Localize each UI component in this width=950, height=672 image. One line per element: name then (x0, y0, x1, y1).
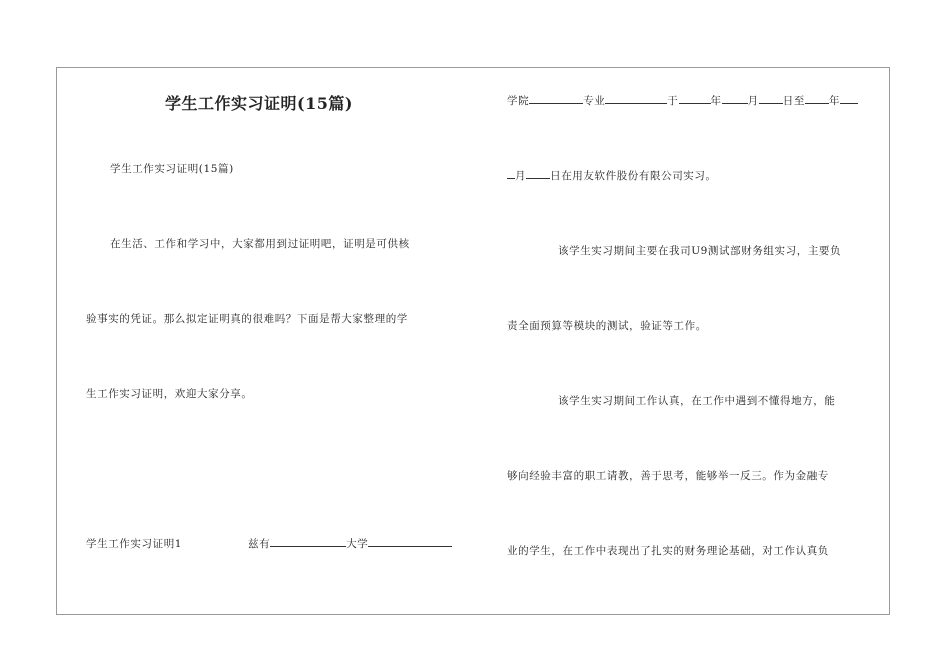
certify-text-a: 兹有 (248, 538, 271, 550)
text-day-to: 日至 (782, 95, 805, 107)
certify-text-b: 大学 (346, 538, 369, 550)
para1-line-1: 该学生实习期间主要在我司U9测试部财务组实习，主要负 (558, 245, 842, 257)
intro-line-2: 验事实的凭证。那么拟定证明真的很难吗？下面是帮大家整理的学 (86, 313, 408, 325)
text-college: 学院 (507, 95, 530, 107)
subtitle: 学生工作实习证明(15篇) (110, 163, 234, 175)
blank-field (605, 93, 667, 104)
blank-field (526, 168, 550, 179)
blank-field (840, 93, 858, 104)
blank-field (507, 168, 515, 179)
para2-line-1: 该学生实习期间工作认真，在工作中遇到不懂得地方，能 (558, 395, 836, 407)
blank-field (722, 93, 748, 104)
blank-field (529, 93, 583, 104)
para2-line-3: 业的学生，在工作中表现出了扎实的财务理论基础，对工作认真负 (507, 545, 829, 557)
blank-field (679, 93, 711, 104)
right-line-2 (507, 168, 717, 183)
para1-line-2: 责全面预算等模块的测试，验证等工作。 (507, 320, 707, 332)
intro-line-1: 在生活、工作和学习中，大家都用到过证明吧，证明是可供核 (110, 238, 410, 250)
document-title: 学生工作实习证明(15篇) (165, 94, 353, 113)
blank-field (805, 93, 829, 104)
text-year: 年 (710, 95, 722, 107)
blank-field (759, 93, 783, 104)
text-internship-company: 日在用友软件股份有限公司实习。 (550, 170, 717, 182)
certify-line (248, 536, 452, 551)
text-month-2: 月 (515, 170, 527, 182)
text-year-2: 年 (828, 95, 841, 107)
intro-line-3: 生工作实习证明，欢迎大家分享。 (86, 388, 253, 400)
text-major: 专业 (583, 95, 606, 107)
section-heading: 学生工作实习证明1 (86, 538, 183, 550)
text-at: 于 (667, 95, 679, 107)
page-frame (56, 67, 890, 615)
right-line-1 (507, 93, 858, 108)
blank-field (270, 536, 346, 547)
text-month: 月 (747, 95, 759, 107)
blank-field (368, 536, 452, 547)
para2-line-2: 够向经验丰富的职工请教，善于思考，能够举一反三。作为金融专 (507, 470, 829, 482)
